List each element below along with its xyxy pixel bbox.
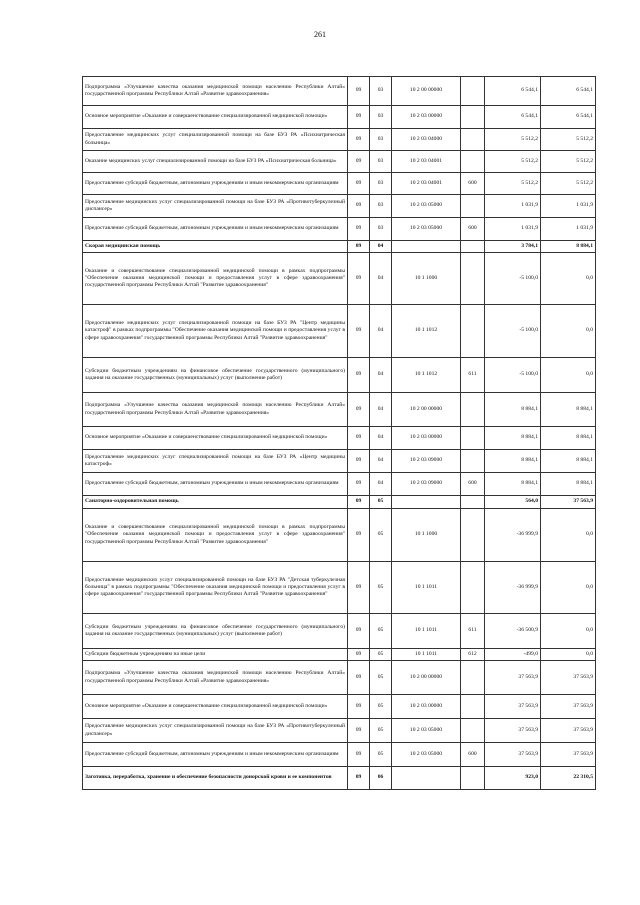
subsection-code-cell: 06 xyxy=(370,767,392,790)
target-article-cell: 10 2 03 05000 xyxy=(392,719,461,743)
budget-table xyxy=(82,76,596,790)
subsection-code-cell: 05 xyxy=(370,719,392,743)
amount-change-cell: 5 512,2 xyxy=(485,151,541,173)
section-code-cell: 09 xyxy=(348,496,370,509)
section-code-cell: 09 xyxy=(348,767,370,790)
target-article-cell: 10 2 03 09000 xyxy=(392,473,461,496)
target-article-cell: 10 2 03 09000 xyxy=(392,450,461,473)
row-name-cell: Предоставление субсидий бюджетным, автономным учреждениям и иным некоммерческим организациям xyxy=(83,473,348,496)
amount-change-cell: 3 784,1 xyxy=(485,241,541,253)
target-article-cell: 10 2 03 00000 xyxy=(392,106,461,129)
subsection-code-cell: 04 xyxy=(370,427,392,450)
section-code-cell: 09 xyxy=(348,129,370,151)
table-row xyxy=(83,195,596,218)
row-name-cell: Предоставление субсидий бюджетным, автономным учреждениям и иным некоммерческим организациям xyxy=(83,743,348,767)
amount-change-cell: 1 031,9 xyxy=(485,218,541,241)
expense-type-cell xyxy=(461,427,485,450)
expense-type-cell: 611 xyxy=(461,358,485,393)
target-article-cell: 10 2 03 05000 xyxy=(392,195,461,218)
expense-type-cell xyxy=(461,562,485,614)
expense-type-cell xyxy=(461,661,485,695)
table-row xyxy=(83,743,596,767)
row-name-cell: Санаторно-оздоровительная помощь xyxy=(83,496,348,509)
section-code-cell: 09 xyxy=(348,218,370,241)
subsection-code-cell: 05 xyxy=(370,562,392,614)
amount-change-cell: 8 884,1 xyxy=(485,473,541,496)
target-article-cell: 10 2 00 00000 xyxy=(392,661,461,695)
table-row xyxy=(83,218,596,241)
subsection-code-cell: 03 xyxy=(370,173,392,195)
target-article-cell: 10 1 1000 xyxy=(392,253,461,305)
amount-total-cell: 0,0 xyxy=(541,358,596,393)
amount-change-cell: -5 100,0 xyxy=(485,358,541,393)
table-row xyxy=(83,253,596,305)
expense-type-cell xyxy=(461,129,485,151)
expense-type-cell xyxy=(461,241,485,253)
amount-change-cell: 37 563,9 xyxy=(485,695,541,719)
amount-total-cell: 1 031,9 xyxy=(541,218,596,241)
amount-change-cell: -5 100,0 xyxy=(485,253,541,305)
expense-type-cell xyxy=(461,695,485,719)
amount-change-cell: 8 884,1 xyxy=(485,393,541,427)
subsection-code-cell: 03 xyxy=(370,218,392,241)
section-code-cell: 09 xyxy=(348,393,370,427)
subsection-code-cell: 04 xyxy=(370,393,392,427)
row-name-cell: Предоставление медицинских услуг специализированной помощи на базе БУЗ РА «Психиатрическая больница» xyxy=(83,129,348,151)
table-row xyxy=(83,427,596,450)
table-row xyxy=(83,151,596,173)
amount-change-cell: 6 544,1 xyxy=(485,106,541,129)
target-article-cell: 10 2 03 04001 xyxy=(392,151,461,173)
amount-change-cell: -36 999,9 xyxy=(485,509,541,562)
amount-total-cell: 8 884,1 xyxy=(541,393,596,427)
table-row xyxy=(83,649,596,661)
subsection-code-cell: 04 xyxy=(370,305,392,358)
target-article-cell: 10 1 1011 xyxy=(392,614,461,649)
amount-total-cell: 37 563,9 xyxy=(541,661,596,695)
target-article-cell: 10 2 03 00000 xyxy=(392,427,461,450)
amount-total-cell: 37 563,9 xyxy=(541,695,596,719)
amount-total-cell: 0,0 xyxy=(541,509,596,562)
expense-type-cell: 600 xyxy=(461,218,485,241)
table-row xyxy=(83,562,596,614)
row-name-cell: Оказание медицинских услуг специализированной помощи на базе БУЗ РА «Психиатрическая больница» xyxy=(83,151,348,173)
table-row xyxy=(83,77,596,106)
target-article-cell: 10 2 03 05000 xyxy=(392,743,461,767)
expense-type-cell xyxy=(461,253,485,305)
section-code-cell: 09 xyxy=(348,358,370,393)
amount-change-cell: 1 031,9 xyxy=(485,195,541,218)
row-name-cell: Подпрограмма «Улучшение качества оказания медицинской помощи населению Республики Алтай» государственной программы Республики Алтай «Развитие здравоохранения» xyxy=(83,77,348,106)
amount-total-cell: 0,0 xyxy=(541,649,596,661)
subsection-code-cell: 05 xyxy=(370,695,392,719)
target-article-cell: 10 1 1012 xyxy=(392,358,461,393)
subsection-code-cell: 03 xyxy=(370,195,392,218)
row-name-cell: Предоставление медицинских услуг специализированной помощи на базе БУЗ РА «Центр медицины катастроф» xyxy=(83,450,348,473)
amount-change-cell: 37 563,9 xyxy=(485,661,541,695)
section-code-cell: 09 xyxy=(348,614,370,649)
expense-type-cell xyxy=(461,151,485,173)
expense-type-cell: 612 xyxy=(461,649,485,661)
expense-type-cell xyxy=(461,195,485,218)
expense-type-cell xyxy=(461,305,485,358)
amount-total-cell: 8 884,1 xyxy=(541,450,596,473)
table-row xyxy=(83,767,596,790)
section-code-cell: 09 xyxy=(348,649,370,661)
expense-type-cell xyxy=(461,450,485,473)
table-row xyxy=(83,106,596,129)
amount-change-cell: 923,0 xyxy=(485,767,541,790)
expense-type-cell: 600 xyxy=(461,743,485,767)
row-name-cell: Предоставление медицинских услуг специализированной помощи на базе БУЗ РА «Противотуберкулезный диспансер» xyxy=(83,719,348,743)
amount-change-cell: 8 884,1 xyxy=(485,427,541,450)
row-name-cell: Основное мероприятие «Оказание и совершенствование специализированной медицинской помощи» xyxy=(83,695,348,719)
target-article-cell xyxy=(392,496,461,509)
row-name-cell: Оказание и совершенствование специализированной медицинской помощи в рамках подпрограммы "Обеспечение оказания медицинской помощи и предоставления услуг в сфере здравоохранения" государственной программы Республики Алтай "Развитие здравоохранения" xyxy=(83,253,348,305)
section-code-cell: 09 xyxy=(348,195,370,218)
row-name-cell: Субсидии бюджетным учреждениям на финансовое обеспечение государственного (муниципального) задания на оказание государственных (муниципальных) услуг (выполнение работ) xyxy=(83,614,348,649)
section-code-cell: 09 xyxy=(348,509,370,562)
amount-total-cell: 5 512,2 xyxy=(541,151,596,173)
target-article-cell: 10 1 1011 xyxy=(392,562,461,614)
amount-change-cell: 6 544,1 xyxy=(485,77,541,106)
subsection-code-cell: 04 xyxy=(370,358,392,393)
target-article-cell: 10 1 1012 xyxy=(392,305,461,358)
section-code-cell: 09 xyxy=(348,106,370,129)
subsection-code-cell: 03 xyxy=(370,77,392,106)
row-name-cell: Предоставление медицинских услуг специализированной помощи на базе БУЗ РА «Противотуберкулезный диспансер» xyxy=(83,195,348,218)
table-row xyxy=(83,719,596,743)
row-name-cell: Субсидии бюджетным учреждениям на финансовое обеспечение государственного (муниципального) задания на оказание государственных (муниципальных) услуг (выполнение работ) xyxy=(83,358,348,393)
expense-type-cell xyxy=(461,509,485,562)
subsection-code-cell: 05 xyxy=(370,649,392,661)
amount-total-cell: 6 544,1 xyxy=(541,106,596,129)
section-code-cell: 09 xyxy=(348,151,370,173)
target-article-cell: 10 1 1000 xyxy=(392,509,461,562)
amount-change-cell: -499,0 xyxy=(485,649,541,661)
row-name-cell: Предоставление субсидий бюджетным, автономным учреждениям и иным некоммерческим организациям xyxy=(83,218,348,241)
amount-total-cell: 1 031,9 xyxy=(541,195,596,218)
amount-total-cell: 37 563,9 xyxy=(541,719,596,743)
amount-total-cell: 8 884,1 xyxy=(541,473,596,496)
section-code-cell: 09 xyxy=(348,305,370,358)
amount-change-cell: 564,0 xyxy=(485,496,541,509)
expense-type-cell: 611 xyxy=(461,614,485,649)
table-row xyxy=(83,305,596,358)
amount-change-cell: 5 512,2 xyxy=(485,129,541,151)
row-name-cell: Оказание и совершенствование специализированной медицинской помощи в рамках подпрограммы "Обеспечение оказания медицинской помощи и предоставления услуг в сфере здравоохранения" государственной программы Республики Алтай "Развитие здравоохранения" xyxy=(83,509,348,562)
amount-total-cell: 8 884,1 xyxy=(541,241,596,253)
amount-total-cell: 6 544,1 xyxy=(541,77,596,106)
table-row xyxy=(83,241,596,253)
row-name-cell: Подпрограмма «Улучшение качества оказания медицинской помощи населению Республики Алтай» государственной программы Республики Алтай «Развитие здравоохранения» xyxy=(83,661,348,695)
subsection-code-cell: 05 xyxy=(370,614,392,649)
table-row xyxy=(83,509,596,562)
target-article-cell: 10 2 03 05000 xyxy=(392,218,461,241)
section-code-cell: 09 xyxy=(348,695,370,719)
expense-type-cell: 600 xyxy=(461,473,485,496)
amount-total-cell: 22 310,5 xyxy=(541,767,596,790)
table-row xyxy=(83,473,596,496)
target-article-cell: 10 2 03 04000 xyxy=(392,129,461,151)
amount-total-cell: 0,0 xyxy=(541,305,596,358)
amount-change-cell: -5 100,0 xyxy=(485,305,541,358)
row-name-cell: Подпрограмма «Улучшение качества оказания медицинской помощи населению Республики Алтай» государственной программы Республики Алтай «Развитие здравоохранения» xyxy=(83,393,348,427)
table-row xyxy=(83,614,596,649)
row-name-cell: Основное мероприятие «Оказание и совершенствование специализированной медицинской помощи» xyxy=(83,427,348,450)
section-code-cell: 09 xyxy=(348,473,370,496)
amount-change-cell: 8 884,1 xyxy=(485,450,541,473)
section-code-cell: 09 xyxy=(348,450,370,473)
section-code-cell: 09 xyxy=(348,562,370,614)
subsection-code-cell: 05 xyxy=(370,509,392,562)
budget-table-body xyxy=(83,77,596,790)
amount-change-cell: -36 500,9 xyxy=(485,614,541,649)
target-article-cell: 10 2 00 00000 xyxy=(392,393,461,427)
section-code-cell: 09 xyxy=(348,241,370,253)
subsection-code-cell: 05 xyxy=(370,743,392,767)
table-row xyxy=(83,173,596,195)
table-row xyxy=(83,496,596,509)
amount-change-cell: 37 563,9 xyxy=(485,719,541,743)
table-row xyxy=(83,695,596,719)
section-code-cell: 09 xyxy=(348,743,370,767)
table-row xyxy=(83,450,596,473)
table-row xyxy=(83,358,596,393)
expense-type-cell xyxy=(461,719,485,743)
expense-type-cell xyxy=(461,496,485,509)
amount-total-cell: 5 512,2 xyxy=(541,129,596,151)
target-article-cell: 10 2 00 00000 xyxy=(392,77,461,106)
amount-change-cell: -36 999,9 xyxy=(485,562,541,614)
table-row xyxy=(83,661,596,695)
amount-total-cell: 0,0 xyxy=(541,562,596,614)
subsection-code-cell: 04 xyxy=(370,450,392,473)
amount-total-cell: 37 563,9 xyxy=(541,743,596,767)
subsection-code-cell: 04 xyxy=(370,253,392,305)
expense-type-cell: 600 xyxy=(461,173,485,195)
row-name-cell: Скорая медицинская помощь xyxy=(83,241,348,253)
target-article-cell: 10 2 03 04001 xyxy=(392,173,461,195)
subsection-code-cell: 05 xyxy=(370,661,392,695)
section-code-cell: 09 xyxy=(348,719,370,743)
table-row xyxy=(83,129,596,151)
row-name-cell: Предоставление субсидий бюджетным, автономным учреждениям и иным некоммерческим организациям xyxy=(83,173,348,195)
row-name-cell: Основное мероприятие «Оказание и совершенствование специализированной медицинской помощи» xyxy=(83,106,348,129)
target-article-cell xyxy=(392,767,461,790)
subsection-code-cell: 03 xyxy=(370,129,392,151)
section-code-cell: 09 xyxy=(348,77,370,106)
expense-type-cell xyxy=(461,77,485,106)
section-code-cell: 09 xyxy=(348,253,370,305)
amount-total-cell: 0,0 xyxy=(541,253,596,305)
target-article-cell: 10 2 03 00000 xyxy=(392,695,461,719)
amount-total-cell: 37 563,9 xyxy=(541,496,596,509)
subsection-code-cell: 03 xyxy=(370,151,392,173)
row-name-cell: Заготовка, переработка, хранение и обеспечение безопасности донорской крови и ее компонентов xyxy=(83,767,348,790)
row-name-cell: Субсидии бюджетным учреждениям на иные цели xyxy=(83,649,348,661)
section-code-cell: 09 xyxy=(348,173,370,195)
target-article-cell xyxy=(392,241,461,253)
amount-total-cell: 5 512,2 xyxy=(541,173,596,195)
row-name-cell: Предоставление медицинских услуг специализированной помощи на базе БУЗ РА "Детская туберкулезная больница" в рамках подпрограммы "Обеспечение оказания медицинской помощи и предоставления услуг в сфере здравоохранения" государственной программы Республики Алтай "Развитие здравоохранения" xyxy=(83,562,348,614)
amount-total-cell: 0,0 xyxy=(541,614,596,649)
page-number: 261 xyxy=(314,30,326,39)
subsection-code-cell: 03 xyxy=(370,106,392,129)
expense-type-cell xyxy=(461,106,485,129)
amount-change-cell: 37 563,9 xyxy=(485,743,541,767)
target-article-cell: 10 1 1011 xyxy=(392,649,461,661)
amount-change-cell: 5 512,2 xyxy=(485,173,541,195)
table-row xyxy=(83,393,596,427)
subsection-code-cell: 05 xyxy=(370,496,392,509)
section-code-cell: 09 xyxy=(348,661,370,695)
section-code-cell: 09 xyxy=(348,427,370,450)
subsection-code-cell: 04 xyxy=(370,473,392,496)
expense-type-cell xyxy=(461,393,485,427)
expense-type-cell xyxy=(461,767,485,790)
row-name-cell: Предоставление медицинских услуг специализированной помощи на базе БУЗ РА "Центр медицины катастроф" в рамках подпрограммы "Обеспечение оказания медицинской помощи и предоставления услуг в сфере здравоохранения" государственной программы Республики Алтай "Развитие здравоохранения" xyxy=(83,305,348,358)
amount-total-cell: 8 884,1 xyxy=(541,427,596,450)
subsection-code-cell: 04 xyxy=(370,241,392,253)
